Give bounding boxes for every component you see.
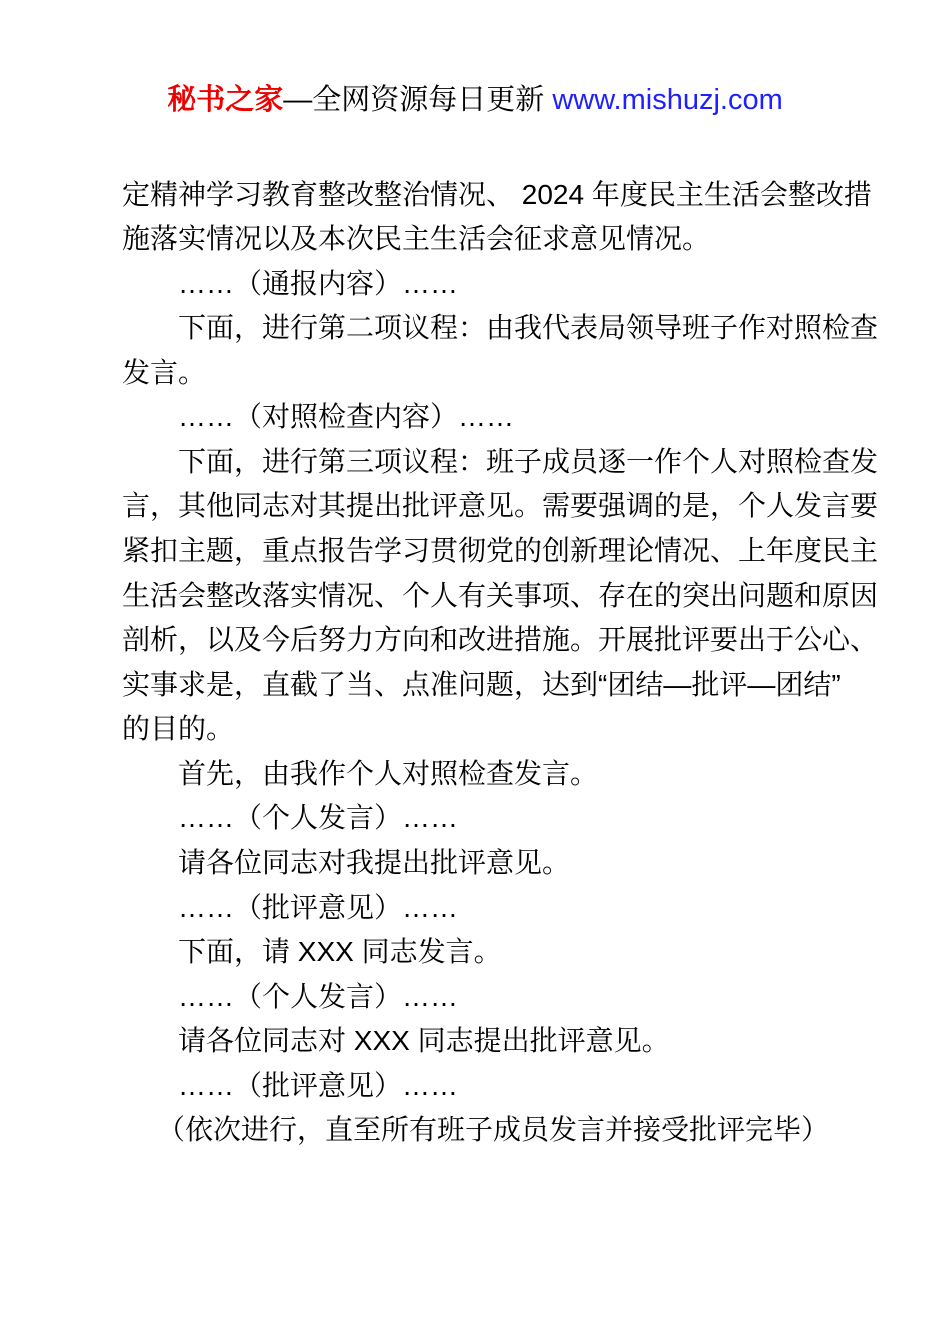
- text-line: 请各位同志对 XXX 同志提出批评意见。: [178, 1025, 670, 1057]
- text-line: 生活会整改落实情况、个人有关事项、存在的突出问题和原因: [122, 579, 879, 611]
- document-body: [122, 173, 879, 1153]
- text-line: ……（批评意见）……: [178, 1069, 459, 1101]
- page-header: [0, 80, 950, 120]
- text-line: 下面，进行第二项议程：由我代表局领导班子作对照检查: [178, 312, 879, 344]
- text-line: 紧扣主题，重点报告学习贯彻党的创新理论情况、上年度民主: [122, 535, 879, 566]
- brand-separator: —: [283, 84, 313, 116]
- text-line: 的目的。: [122, 713, 235, 745]
- text-line: 剖析，以及今后努力方向和改进措施。开展批评要出于公心、: [122, 624, 879, 656]
- site-tagline: 全网资源每日更新: [312, 84, 545, 116]
- text-line: 定精神学习教育整改整治情况、 2024 年度民主生活会整改措: [122, 178, 872, 210]
- text-line: 请各位同志对我提出批评意见。: [178, 846, 571, 878]
- text-line: （依次进行，直至所有班子成员发言并接受批评完毕）: [157, 1114, 830, 1146]
- text-line: ……（个人发言）……: [178, 980, 459, 1012]
- text-line: 下面，请 XXX 同志发言。: [178, 936, 502, 968]
- text-line: 首先，由我作个人对照检查发言。: [178, 757, 599, 789]
- site-url[interactable]: www.mishuzj.com: [552, 84, 783, 116]
- text-line: 施落实情况以及本次民主生活会征求意见情况。: [122, 223, 711, 255]
- text-line: 言，其他同志对其提出批评意见。需要强调的是，个人发言要: [122, 490, 879, 522]
- text-line: ……（批评意见）……: [178, 891, 459, 923]
- text-line: ……（通报内容）……: [178, 267, 459, 299]
- text-line: 实事求是，直截了当、点准问题，达到“团结—批评—团结”: [122, 668, 841, 700]
- text-line: 下面，进行第三项议程：班子成员逐一作个人对照检查发: [178, 445, 879, 477]
- text-line: 发言。: [122, 356, 207, 388]
- text-line: ……（对照检查内容）……: [178, 401, 515, 433]
- site-brand: 秘书之家: [167, 84, 284, 116]
- text-line: ……（个人发言）……: [178, 802, 459, 834]
